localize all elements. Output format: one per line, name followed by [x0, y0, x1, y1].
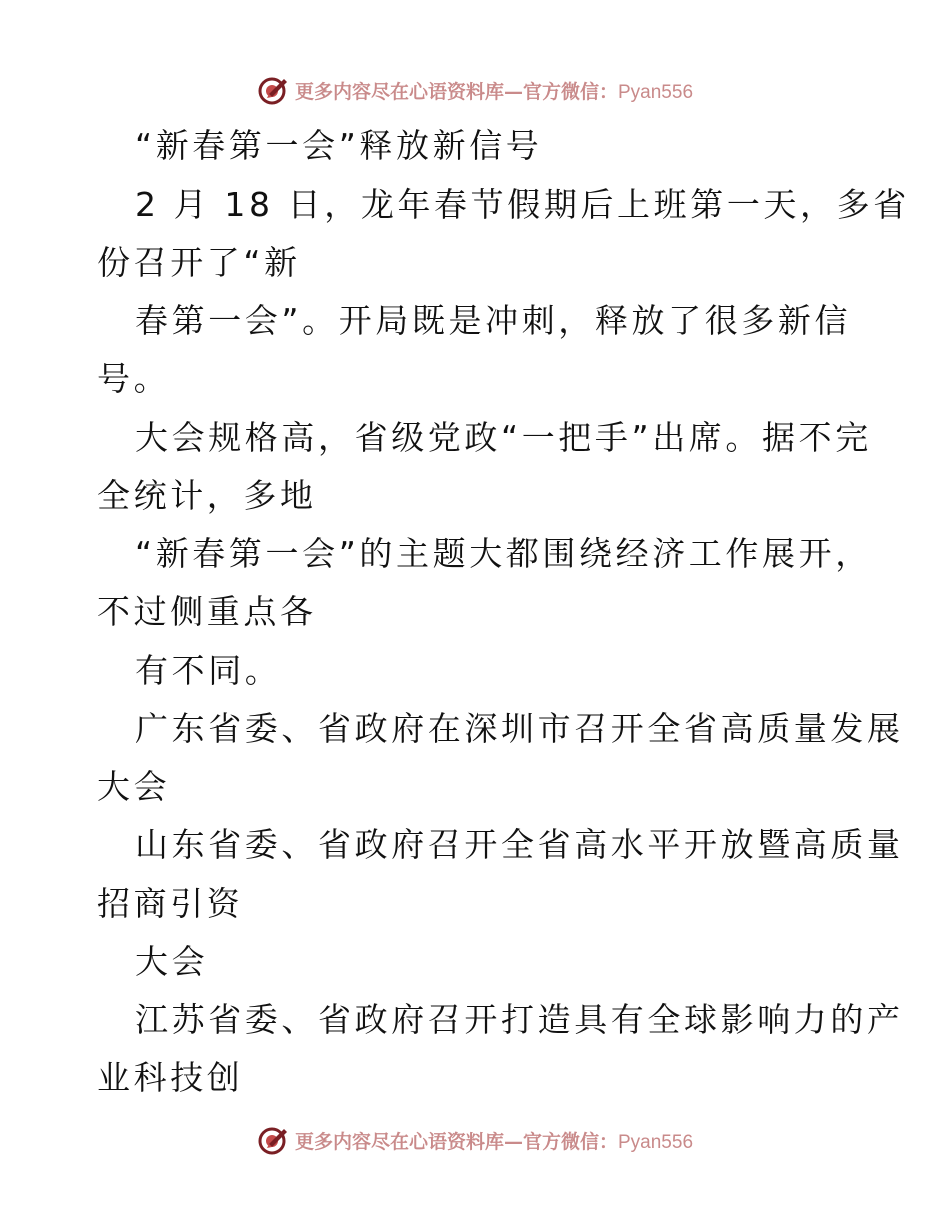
document-title: “新春第一会”释放新信号	[135, 126, 543, 165]
banner-handle: Pyan556	[618, 81, 694, 103]
text-line: 山东省委、省政府召开全省高水平开放暨高质量	[135, 825, 904, 864]
text-line: 全统计，多地	[97, 476, 317, 515]
text-line: 份召开了“新	[97, 243, 301, 282]
header-watermark-banner	[0, 70, 950, 110]
footer-watermark-banner	[0, 1120, 950, 1160]
banner-handle: Pyan556	[618, 1131, 694, 1153]
text-line: 招商引资	[97, 884, 244, 923]
text-line: 有不同。	[135, 651, 282, 690]
text-line: 春第一会”。开局既是冲刺，释放了很多新信	[135, 301, 852, 340]
pen-logo-icon	[257, 74, 289, 106]
text-line: 大会	[135, 942, 209, 981]
text-line: 不过侧重点各	[97, 592, 317, 631]
text-line: 大会	[97, 767, 171, 806]
text-line: 江苏省委、省政府召开打造具有全球影响力的产	[135, 1000, 904, 1039]
pen-logo-icon	[257, 1124, 289, 1156]
banner-text: 更多内容尽在心语资料库—官方微信：	[294, 80, 618, 103]
text-line: 大会规格高，省级党政“一把手”出席。据不完	[135, 418, 872, 457]
text-line: 号。	[97, 359, 171, 398]
banner-text: 更多内容尽在心语资料库—官方微信：	[294, 1130, 618, 1153]
text-line: “新春第一会”的主题大都围绕经济工作展开，	[135, 534, 872, 573]
text-line: 2 月 18 日，龙年春节假期后上班第一天，多省	[135, 185, 910, 224]
text-line: 业科技创	[97, 1058, 244, 1097]
banner-text-line	[295, 1127, 693, 1154]
banner-text-line	[295, 77, 693, 104]
text-line: 广东省委、省政府在深圳市召开全省高质量发展	[135, 709, 904, 748]
